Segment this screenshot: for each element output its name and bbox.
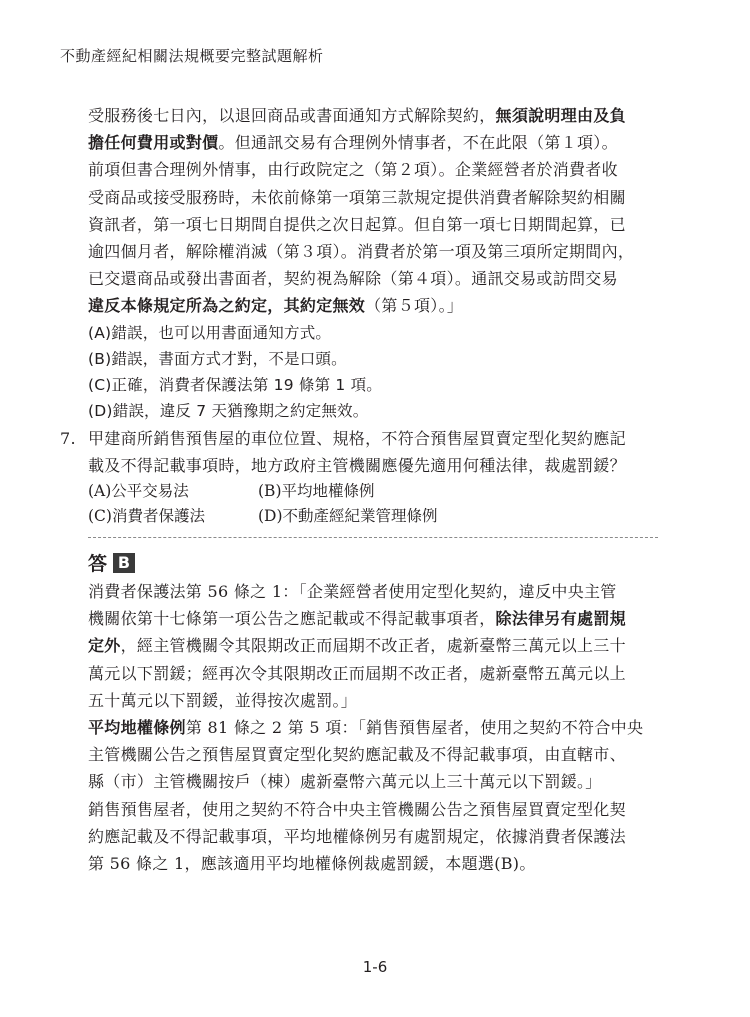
answer-line: [88, 632, 668, 659]
question-7: [60, 425, 680, 529]
answer-badge: B: [113, 553, 135, 573]
option-explanation: (B)錯誤，書面方式才對，不是口頭。: [88, 349, 347, 368]
choice-b: (B)平均地權條例: [258, 482, 375, 500]
text-run: 機關依第十七條第一項公告之應記載或不得記載事項者，: [88, 609, 496, 629]
text-run: 銷售預售屋者，使用之契約不符合中央主管機關公告之預售屋買賣定型化契: [88, 799, 626, 819]
bold-text: 擔任何費用或對價: [88, 133, 219, 153]
quote-line: [88, 211, 668, 238]
answer-line: [88, 768, 668, 795]
question-stem-line-2: 載及不得記載事項時，地方政府主管機關應優先適用何種法律，裁處罰鍰？: [88, 456, 626, 475]
answer-line: [88, 796, 668, 823]
quote-line: [88, 238, 668, 265]
answer-explanation: [88, 578, 668, 877]
quote-line: [88, 156, 668, 183]
option-explanation: (A)錯誤，也可以用書面通知方式。: [88, 323, 332, 342]
choice-c: (C)消費者保護法: [88, 507, 205, 525]
dashed-divider: [88, 537, 658, 538]
answer-line: [88, 687, 668, 714]
answer-line: [88, 605, 668, 632]
option-explanation: (D)錯誤，違反 7 天猶豫期之約定無效。: [88, 401, 369, 420]
text-run: 萬元以下罰鍰；經再次令其限期改正而屆期不改正者，處新臺幣五萬元以上: [88, 663, 626, 683]
quote-line: [88, 102, 668, 129]
choice-d: (D)不動產經紀業管理條例: [258, 507, 438, 525]
text-run: 約應記載及不得記載事項，平均地權條例另有處罰規定，依據消費者保護法: [88, 826, 626, 846]
question-text-1: 甲建商所銷售預售屋的車位位置、規格，不符合預售屋買賣定型化契約應記: [88, 429, 626, 448]
previous-answer-text: [88, 102, 668, 424]
text-run: 主管機關公告之預售屋買賣定型化契約應記載及不得記載事項，由直轄市、: [88, 745, 626, 765]
text-run: 資訊者，第一項七日期間自提供之次日起算。但自第一項七日期間起算，已: [88, 214, 626, 234]
bold-text: 定外: [88, 636, 121, 656]
choice-row: [88, 479, 680, 504]
quote-line: [88, 265, 668, 292]
answer-line: [88, 714, 668, 741]
text-run: （第５項）。」: [365, 296, 464, 316]
answer-line: [88, 741, 668, 768]
bold-text: 無須說明理由及負: [495, 106, 626, 125]
answer-choices: [60, 479, 680, 529]
bold-text: 違反本條規定所為之約定，其約定無效: [88, 296, 366, 316]
page-number: 1-6: [362, 958, 388, 976]
text-run: 縣（市）主管機關按戶（棟）處新臺幣六萬元以上三十萬元以下罰鍰。」: [88, 772, 602, 792]
statute-quote: [88, 102, 668, 320]
answer-heading: [88, 549, 135, 576]
choice-a: (A)公平交易法: [88, 482, 189, 500]
bold-text: 除法律另有處罰規: [495, 609, 626, 629]
option-explanations: [88, 320, 668, 424]
question-stem-line-1: [60, 425, 680, 452]
text-run: 消費者保護法第 56 條之 1：「企業經營者使用定型化契約，違反中央主管: [88, 582, 617, 601]
answer-line: [88, 823, 668, 850]
text-run: 前項但書合理例外情事，由行政院定之（第２項）。企業經營者於消費者收: [88, 160, 618, 180]
question-number: 7.: [60, 429, 76, 448]
text-run: 第 81 條之 2 第 5 項：「銷售預售屋者，使用之契約不符合中央: [185, 718, 644, 738]
answer-label: 答: [88, 553, 108, 575]
text-run: 逾四個月者，解除權消滅（第３項）。消費者於第一項及第三項所定期間內，: [88, 242, 635, 262]
text-run: 。但通訊交易有合理例外情事者，不在此限（第１項）。: [218, 133, 618, 153]
answer-line: [88, 660, 668, 687]
answer-line: [88, 578, 668, 605]
running-header: 不動產經紀相關法規概要完整試題解析: [60, 47, 324, 65]
text-run: ，經主管機關令其限期改正而屆期不改正者，處新臺幣三萬元以上三十: [120, 636, 626, 656]
bold-text: 平均地權條例: [88, 718, 186, 738]
text-run: 五十萬元以下罰鍰，並得按次處罰。」: [88, 690, 358, 710]
text-run: 受服務後七日內，以退回商品或書面通知方式解除契約，: [88, 106, 496, 125]
answer-line: [88, 850, 668, 877]
text-run: 受商品或接受服務時，未依前條第一項第三款規定提供消費者解除契約相關: [88, 187, 626, 207]
option-explanation: (C)正確，消費者保護法第 19 條第 1 項。: [88, 375, 383, 394]
text-run: 第 56 條之 1，應該適用平均地權條例裁處罰鍰，本題選(B)。: [88, 854, 536, 874]
choice-row: [88, 504, 680, 529]
quote-line: [88, 184, 668, 211]
text-run: 已交還商品或發出書面者，契約視為解除（第４項）。通訊交易或訪問交易: [88, 269, 618, 289]
quote-line: [88, 292, 668, 319]
quote-line: [88, 129, 668, 156]
